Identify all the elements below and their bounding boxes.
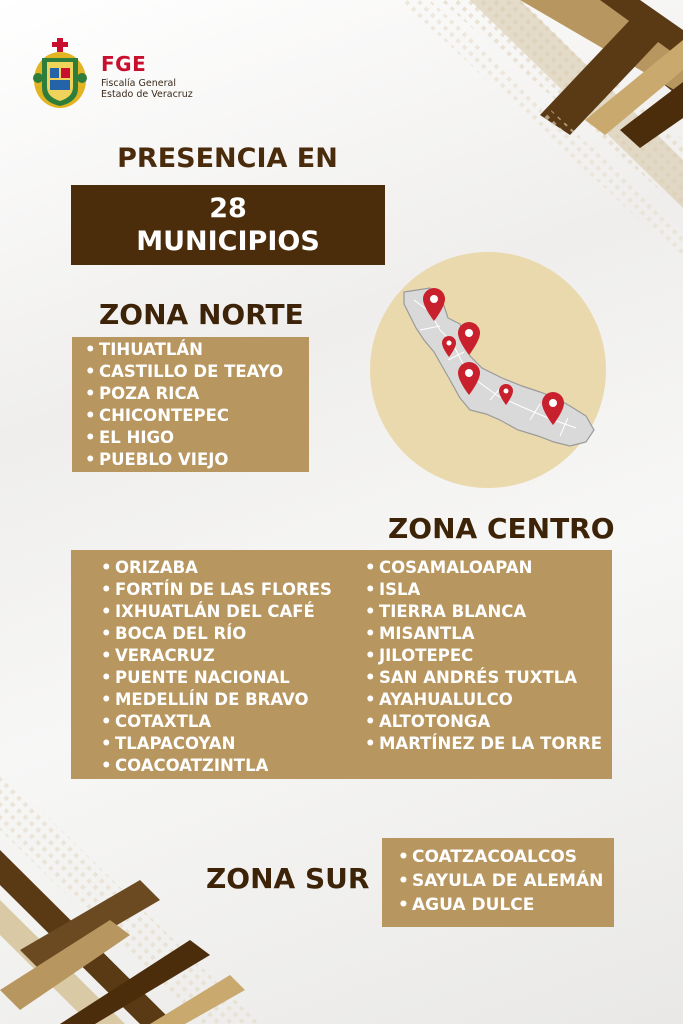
list-item: • VERACRUZ [93, 645, 332, 667]
list-item: • FORTÍN DE LAS FLORES [93, 579, 332, 601]
list-item: • MARTÍNEZ DE LA TORRE [357, 733, 602, 755]
org-name-line1: Fiscalía General [101, 78, 176, 89]
municipios-count: 28 [209, 193, 247, 224]
zona-norte-title: ZONA NORTE [99, 298, 304, 331]
list-item: • IXHUATLÁN DEL CAFÉ [93, 601, 332, 623]
list-item: • MEDELLÍN DE BRAVO [93, 689, 332, 711]
list-item: • ORIZABA [93, 557, 332, 579]
list-item: • TIHUATLÁN [77, 339, 309, 361]
list-item: • SAN ANDRÉS TUXTLA [357, 667, 602, 689]
zona-centro-title: ZONA CENTRO [388, 512, 615, 545]
veracruz-map-icon [390, 280, 600, 460]
zona-centro-column-2 [357, 557, 602, 755]
list-item: • TIERRA BLANCA [357, 601, 602, 623]
municipios-banner [71, 185, 385, 265]
list-item: • COSAMALOAPAN [357, 557, 602, 579]
list-item: • PUENTE NACIONAL [93, 667, 332, 689]
list-item: • AYAHUALULCO [357, 689, 602, 711]
list-item: • JILOTEPEC [357, 645, 602, 667]
list-item: • TLAPACOYAN [93, 733, 332, 755]
coat-of-arms-icon [30, 38, 90, 110]
list-item: • AGUA DULCE [390, 893, 603, 917]
org-abbreviation: FGE [101, 52, 147, 76]
zona-sur-list [382, 838, 614, 927]
municipios-label: MUNICIPIOS [136, 226, 320, 257]
list-item: • BOCA DEL RÍO [93, 623, 332, 645]
list-item: • POZA RICA [77, 383, 309, 405]
list-item: • PUEBLO VIEJO [77, 449, 309, 471]
list-item: • CHICONTEPEC [77, 405, 309, 427]
list-item: • ALTOTONGA [357, 711, 602, 733]
list-item: • CASTILLO DE TEAYO [77, 361, 309, 383]
list-item: • COATZACOALCOS [390, 845, 603, 869]
org-name-line2: Estado de Veracruz [101, 89, 193, 100]
list-item: • ISLA [357, 579, 602, 601]
zona-norte-list [72, 337, 309, 472]
presencia-heading: PRESENCIA EN [117, 143, 338, 174]
zona-centro-column-1 [93, 557, 332, 777]
zona-centro-list [71, 550, 612, 779]
zona-sur-title: ZONA SUR [206, 862, 370, 895]
list-item: • EL HIGO [77, 427, 309, 449]
list-item: • COACOATZINTLA [93, 755, 332, 777]
list-item: • MISANTLA [357, 623, 602, 645]
list-item: • COTAXTLA [93, 711, 332, 733]
list-item: • SAYULA DE ALEMÁN [390, 869, 603, 893]
